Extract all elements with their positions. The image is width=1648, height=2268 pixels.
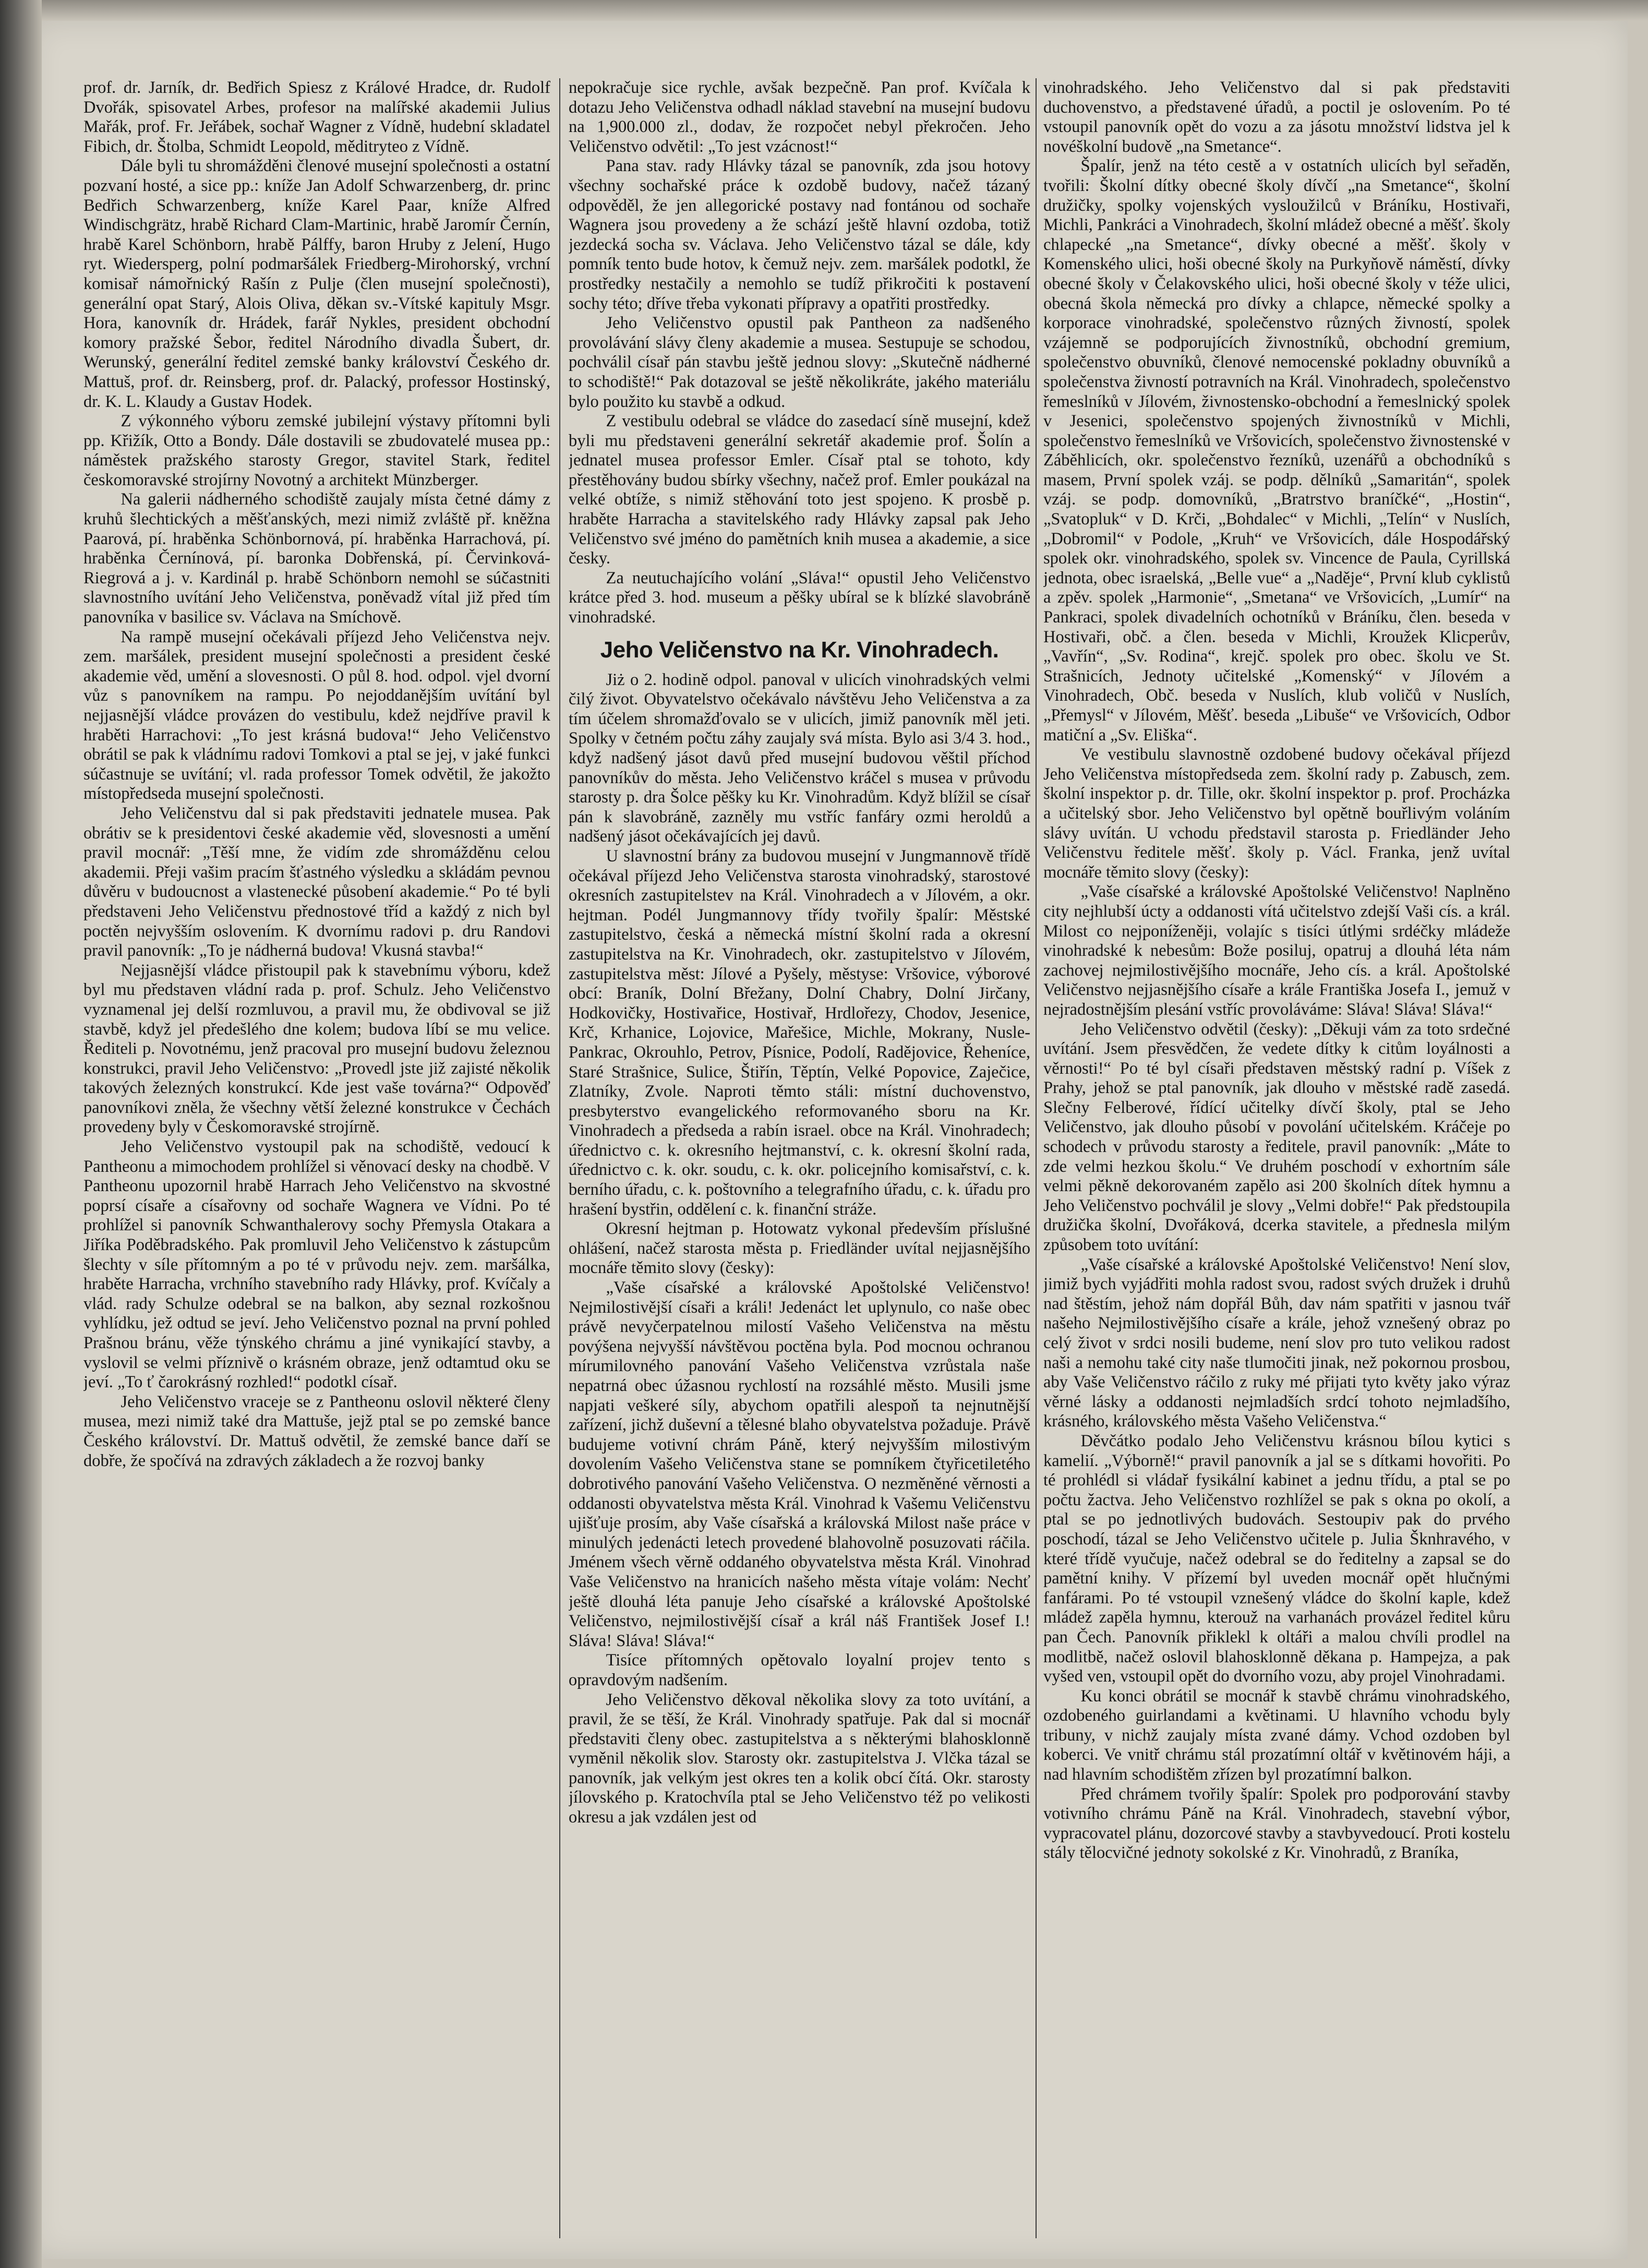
- paragraph: Jeho Veličenstvo vystoupil pak na schodiště, vedoucí k Pantheonu a mimochodem prohlížel si věnovací desky na chodbě. V Pantheonu upozornil hrabě Harrach Jeho Veličenstvo na skvostné poprsí císaře a císařovny od sochaře Wagnera ve Vídni. Po té prohlížel si panovník Schwanthalerovy sochy Přemysla Otakara a Jiříka Poděbradského. Pak promluvil Jeho Veličenstvo k zástupcům šlechty v síle přítomným a po té v průvodu nejv. zem. maršálka, hraběte Harracha, vrchního stavebního rady Hlávky, prof. Kvíčaly a vlád. rady Schulze odebral se na balkon, aby seznal rozkošnou vyhlídku, jež odtud se jeví. Jeho Veličenstvo poznal na první pohled Prašnou bránu, věže týnského chrámu a jiné vynikající stavby, a vyslovil se velmi příznivě o krásném obraze, jenž odtamtud oku se jeví. „To ť čarokrásný rozhled!“ podotkl císař.: [83, 1137, 550, 1392]
- paragraph: Před chrámem tvořily špalír: Spolek pro podporování stavby votivního chrámu Páně na Král. Vinohradech, stavební výbor, vypracovatel plánu, dozorcové stavby a stavbyvedoucí. Proti kostelu stály tělocvičné jednoty sokolské z Kr. Vinohradů, z Braníka,: [1043, 1784, 1510, 1863]
- text-column-3: [1043, 78, 1510, 2238]
- paragraph: Jeho Veličenstvo odvětil (česky): „Děkuji vám za toto srdečné uvítání. Jsem přesvědčen, že vedete dítky k citům loyálnosti a věrnosti!“ Po té byl císaři představen městský radní p. Víšek z Prahy, jehož se ptal panovník, jak dlouho v městské radě zasedá. Slečny Felberové, řídící učitelky dívčí školy, ptal se Jeho Veličenstvo, jak dlouho působí v povolání učitelském. Kráčeje po schodech v průvodu starosty a ředitele, pravil panovník: „Máte to zde velmi hezkou školu.“ Ve druhém poschodí v exhortním sále velmi pěkně dekorovaném zapělo asi 200 školních dítek hymnu a Jeho Veličenstvo pochválil je slovy „Velmi dobře!“ Pak předstoupila družička školní, Dvořáková, dcerka stavitele, a přednesla milým způsobem toto uvítání:: [1043, 1019, 1510, 1255]
- paragraph: „Vaše císařské a královské Apoštolské Veličenstvo! Nejmilostivější císaři a králi! Jedenáct let uplynulo, co naše obec právě nevyčerpatelnou milostí Vašeho Veličenstva na městu povýšena nejvyšší návštěvou poctěna byla. Pod mocnou ochranou mírumilovného panování Vašeho Veličenstva vzrůstala naše nepatrná obec úžasnou rychlostí na rozsáhlé město. Musili jsme napjati veškeré síly, abychom opatřili alespoň ta nejnutnější zařízení, jichž duševní a tělesné blaho obyvatelstva požaduje. Právě budujeme votivní chrám Páně, který nejvyšším milostivým dovolením Vašeho Veličenstva stane se pomníkem čtyřicetiletého dobrotivého panování Vašeho Veličenstva. O nezměněné věrnosti a oddanosti obyvatelstva města Král. Vinohrad k Vašemu Veličenstvu ujišťuje prosím, aby Vaše císařská a královská Milost naše práce v minulých jedenácti letech provedené blahovolně posuzovati ráčila. Jménem všech věrně oddaného obyvatelstva města Král. Vinohrad Vaše Veličenstvo na hranicích našeho města vítaje volám: Nechť ještě dlouhá léta panuje Jeho císařské a královské Apoštolské Veličenstvo, nejmilostivější císař a král náš František Josef I.! Sláva! Sláva! Sláva!“: [569, 1278, 1030, 1650]
- paragraph: „Vaše císařské a královské Apoštolské Veličenstvo! Není slov, jimiž bych vyjádřiti mohla radost svou, radost svých družek i druhů nad štěstím, jehož nám dopřál Bůh, dav nám spatřiti v jasnou tvář našeho Nejmilostivějšího císaře a krále, jehož vznešený obraz po celý život v srdci nosili budeme, není slov pro tuto velikou radost naši a nemohu také city naše tlumočiti jinak, než pokornou prosbou, aby Vaše Veličenstvo ráčilo z ruky mé přijati tyto květy jako výraz věrné lásky a oddanosti nejmladších srdcí tohoto nejmladšího, krásného, královského města Vašeho Veličenstva.“: [1043, 1255, 1510, 1431]
- column-divider: [559, 78, 560, 2238]
- text-column-1: [83, 78, 550, 2238]
- paragraph: Jeho Veličenstvu dal si pak představiti jednatele musea. Pak obrátiv se k presidentovi české akademie věd, slovesnosti a umění pravil mocnář: „Těší mne, že vidím zde shromážděnu celou akademii. Přeji vašim pracím šťastného výsledku a skládám pevnou důvěru v budoucnost a vlastenecké působení akademie.“ Po té byli představeni Jeho Veličenstvu přednostové tříd a každý z nich byl poctěn nejvyšším oslovením. K dvornímu radovi p. dru Randovi pravil panovník: „To je nádherná budova! Vkusná stavba!“: [83, 803, 550, 961]
- paragraph: Z výkonného výboru zemské jubilejní výstavy přítomni byli pp. Křižík, Otto a Bondy. Dále dostavili se zbudovatelé musea pp.: náměstek pražského starosty Gregor, stavitel Stark, ředitel českomoravské strojírny Novotný a architekt Münzberger.: [83, 412, 550, 489]
- column-divider: [1036, 78, 1037, 2238]
- paragraph: Dále byli tu shromážděni členové musejní společnosti a ostatní pozvaní hosté, a sice pp.: kníže Jan Adolf Schwarzenberg, dr. princ Bedřich Schwarzenberg, kníže Karel Paar, kníže Alfred Windischgrätz, hrabě Richard Clam-Martinic, hrabě Jaromír Černín, hrabě Karel Schönborn, hrabě Pálffy, baron Hruby z Jelení, Hugo ryt. Wiedersperg, polní podmaršálek Friedberg-Mirohorský, vrchní komisař námořnický Rašín z Pulje (člen musejní společnosti), generální opat Starý, Alois Oliva, děkan sv.-Vítské kapituly Msgr. Hora, kanovník dr. Hrádek, farář Nykles, president obchodní komory pražské Šebor, ředitel Národního divadla Šubert, dr. Werunský, generální ředitel zemské banky království Českého dr. Mattuš, prof. dr. Reinsberg, prof. dr. Palacký, professor Hostinský, dr. K. L. Klaudy a Gustav Hodek.: [83, 157, 550, 411]
- scan-binding-edge: [0, 0, 42, 2268]
- paragraph: Děvčátko podalo Jeho Veličenstvu krásnou bílou kytici s kamelií. „Výborně!“ pravil panovník a jal se s dítkami hovořiti. Po té prohlédl si vládař fysikální kabinet a jednu třídu, a ptal se po počtu žactva. Jeho Veličenstvo rozhlížel se pak s okna po okolí, a ptal se po jednotlivých budovách. Sestoupiv pak do prvého poschodí, tázal se Jeho Veličenstvo učitele p. Julia Šknhravého, v které třídě vyučuje, načež odebral se do ředitelny a zapsal se do pamětní knihy. V přízemí byl uveden mocnář opět hlučnými fanfárami. Po té vstoupil vznešený vládce do školní kaple, kdež mládež zapěla hymnu, kterouž na varhanách provázel ředitel kůru pan Čech. Panovník přiklekl k oltáři a malou chvíli prodlel na modlitbě, načež oslovil blahosklonně děkana p. Hampejza, a pak vyšed ven, vstoupil opět do dvorního vozu, aby projel Vinohradami.: [1043, 1431, 1510, 1686]
- paragraph: Z vestibulu odebral se vládce do zasedací síně musejní, kdež byli mu představeni generální sekretář akademie prof. Šolín a jednatel musea professor Emler. Císař ptal se tohoto, kdy přestěhovány budou sbírky všechny, načež prof. Emler poukázal na velké obtíže, s nimiž stěhování toto jest spojeno. K prosbě p. hraběte Harracha a stavitelského rady Hlávky zapsal pak Jeho Veličenstvo své jméno do pamětních knih musea a akademie, a sice česky.: [569, 412, 1030, 568]
- paragraph: Tisíce přítomných opětovalo loyalní projev tento s opravdovým nadšením.: [569, 1651, 1030, 1689]
- paragraph: Špalír, jenž na této cestě a v ostatních ulicích byl seřaděn, tvořili: Školní dítky obecné školy dívčí „na Smetance“, školní družičky, spolky vojenských vysloužilců v Bráníku, Hostivaři, Michli, Pankráci a Vinohradech, školní mládež obecné a měšť. školy chlapecké „na Smetance“, dívky obecné a měšť. školy v Komenského ulici, hoši obecné školy na Purkyňově náměstí, dívky obecné školy v Čelakovského ulici, hoši obecné školy v téže ulici, obecná škola německá pro dívky a chlapce, německé spolky a korporace vinohradské, společenstvo různých živností, spolek vzájemně se podporujících živnostníků, obchodní gremium, společenstvo obuvníků, členové nemocenské pokladny obuvníků a společenstva živností potravních na Král. Vinohradech, společenstvo řemeslníků v Jílovém, živnostensko-obchodní a řemeslnický spolek v Jesenici, společenstvo spojených živnostníků v Michli, společenstvo řemeslníků ve Vršovicích, společenstvo živnostenské v Záběhlicích, okr. společenstvo řezníků, uzenářů a obchodníků s masem, První spolek vzáj. se podp. dělníků „Samaritán“, spolek vzáj. se podp. domovníků, „Bratrstvo braníčké“, „Hostin“, „Svatopluk“ v D. Krči, „Bohdalec“ v Michli, „Telín“ v Nuslích, „Dobromil“ v Podole, „Kruh“ ve Vršovicích, dále Hospodářský spolek okr. vinohradského, spolek sv. Vincence de Paula, Cyrillská jednota, obec israelská, „Belle vue“ a „Naděje“, První klub cyklistů a zpěv. spolek „Harmonie“, „Smetana“ ve Vršovicích, „Lumír“ na Pankraci, spolek divadelních ochotníků v Bráníku, člen. beseda v Hostivaři, obč. a člen. beseda v Michli, Kroužek Klicperův, „Vavřín“, „Sv. Rodina“, krejč. spolek pro obec. školu ve St. Strašnicích, Jednoty učitelské „Komenský“ v Jílovém a Vinohradech, Obč. beseda v Nuslích, klub voličů v Nuslích, „Přemysl“ v Jílovém, Měšť. beseda „Libuše“ ve Vršovicích, Odbor matiční a „Sv. Eliška“.: [1043, 157, 1510, 745]
- paragraph: prof. dr. Jarník, dr. Bedřich Spiesz z Králové Hradce, dr. Rudolf Dvořák, spisovatel Arbes, profesor na malířské akademii Julius Mařák, prof. Fr. Jeřábek, sochař Wagner z Vídně, hudební skladatel Fibich, dr. Štolba, Schmidt Leopold, měditryteo z Vídně.: [83, 78, 550, 156]
- paragraph: Okresní hejtman p. Hotowatz vykonal především příslušné ohlášení, načež starosta města p. Friedländer uvítal nejjasnějšího mocnáře těmito slovy (česky):: [569, 1219, 1030, 1278]
- paragraph: Jeho Veličenstvo opustil pak Pantheon za nadšeného provolávání slávy členy akademie a musea. Sestupuje se schodou, pochválil císař pán stavbu ještě jednou slovy: „Skutečně nádherné to schodiště!“ Pak dotazoval se ještě několikráte, jakého materiálu bylo použito ku stavbě a odkud.: [569, 314, 1030, 411]
- text-column-2: [569, 78, 1030, 2238]
- paragraph: Jeho Veličenstvo děkoval několika slovy za toto uvítání, a pravil, že se těší, že Král. Vinohrady spatřuje. Pak dal si mocnář představiti členy obec. zastupitelstva a s některými blahosklonně vyměnil několik slov. Starosty okr. zastupitelstva J. Vlčka tázal se panovník, jak velkým jest okres ten a kolik obcí čítá. Okr. starosty jílovského p. Kratochvíla ptal se Jeho Veličenstvo též po velikosti okresu a jak vzdálen jest od: [569, 1690, 1030, 1827]
- paragraph: Nejjasnější vládce přistoupil pak k stavebnímu výboru, kdež byl mu představen vládní rada p. prof. Schulz. Jeho Veličenstvo vyznamenal jej delší rozmluvou, a pravil mu, že obdivoval se již stavbě, když jel předešlého dne kolem; budova líbí se mu velice. Řediteli p. Novotnému, jenž pracoval pro musejní budovu železnou konstrukci, pravil Jeho Veličenstvo: „Provedl jste již zajisté několik takových železných konstrukcí. Kde jest vaše továrna?“ Odpověď panovníkovi zněla, že všechny větší železné konstrukce v Čechách provedeny byly v Českomoravské strojírně.: [83, 961, 550, 1137]
- paragraph: nepokračuje sice rychle, avšak bezpečně. Pan prof. Kvíčala k dotazu Jeho Veličenstva odhadl náklad stavební na musejní budovu na 1,900.000 zl., dodav, že rozpočet nebyl překročen. Jeho Veličenstvo odvětil: „To jest vzácnost!“: [569, 78, 1030, 156]
- paragraph: Ve vestibulu slavnostně ozdobené budovy očekával příjezd Jeho Veličenstva místopředseda zem. školní rady p. Zabusch, zem. školní inspektor p. dr. Tille, okr. školní inspektor p. prof. Procházka a učitelský sbor. Jeho Veličenstvo byl opětně bouřlivým voláním slávy uvítán. U vchodu představil starosta p. Friedländer Jeho Veličenstvu ředitele měšť. školy p. Václ. Franka, jenž uvítal mocnáře těmito slovy (česky):: [1043, 745, 1510, 882]
- paragraph: vinohradského. Jeho Veličenstvo dal si pak představiti duchovenstvo, a představené úřadů, a poctil je oslovením. Po té vstoupil panovník opět do vozu a za jásotu množství lidstva jel k novéškolní budově „na Smetance“.: [1043, 78, 1510, 156]
- scan-top-edge: [0, 0, 1648, 21]
- paragraph: Pana stav. rady Hlávky tázal se panovník, zda jsou hotovy všechny sochařské práce k ozdobě budovy, načež tázaný odpověděl, že jen allegorické postavy nad fontánou od sochaře Wagnera jsou provedeny a že schází ještě hlavní ozdoba, totiž jezdecká socha sv. Václava. Jeho Veličenstvo tázal se dále, kdy pomník tento bude hotov, k čemuž nejv. zem. maršálek podotkl, že prostředky nestačily a nemohlo se tudíž přikročiti k postavení sochy této; dříve třeba vykonati přípravy a opatřiti prostředky.: [569, 157, 1030, 313]
- paragraph: Za neutuchajícího volání „Sláva!“ opustil Jeho Veličenstvo krátce před 3. hod. museum a pěšky ubíral se k blízké slavobráně vinohradské.: [569, 568, 1030, 627]
- paragraph: Ku konci obrátil se mocnář k stavbě chrámu vinohradského, ozdobeného guirlandami a květinami. U hlavního vchodu byly tribuny, v nichž zaujaly místa zvané dámy. Vchod ozdoben byl koberci. Ve vnitř chrámu stál prozatímní oltář v květinovém háji, a nad hlavním schodištěm zřízen byl prozatímní balkon.: [1043, 1686, 1510, 1784]
- section-heading: Jeho Veličenstvo na Kr. Vinohradech.: [600, 637, 999, 663]
- paragraph: Na galerii nádherného schodiště zaujaly místa četné dámy z kruhů šlechtických a měšťanských, mezi nimiž zvláště př. kněžna Paarová, pí. hraběnka Schönbornová, pí. hraběnka Harrachová, pí. hraběnka Černínová, pí. baronka Dobřenská, pí. Červinková-Riegrová a j. v. Kardinál p. hrabě Schönborn nemohl se súčastniti slavnostního uvítání Jeho Veličenstva, poněvadž vítal již před tím panovníka v basilice sv. Václava na Smíchově.: [83, 490, 550, 627]
- paragraph: U slavnostní brány za budovou musejní v Jungmannově třídě očekával příjezd Jeho Veličenstva starosta vinohradský, starostové okresních zastupitelstev na Král. Vinohradech a v Jílovém, a okr. hejtman. Podél Jungmannovy třídy tvořily špalír: Městské zastupitelstvo, česká a německá místní školní rada a okresní zastupitelstva na Kr. Vinohradech, okr. zastupitelstvo v Jílovém, zastupitelstva měst: Jílové a Pyšely, městyse: Vršovice, výborové obcí: Braník, Dolní Břežany, Dolní Chabry, Dolní Jirčany, Hodkovičky, Hostivařice, Hostivař, Hrdlořezy, Chodov, Jesenice, Krč, Krhanice, Lojovice, Mařešice, Michle, Mokrany, Nusle-Pankrac, Okrouhlo, Petrov, Písnice, Podolí, Radějovice, Řeheníce, Staré Strašnice, Sulice, Štiřín, Těptín, Velké Popovice, Zaječice, Zlatníky, Zvole. Naproti těmto stáli: místní duchovenstvo, presbyterstvo evangelického reformovaného sboru na Kr. Vinohradech a předseda a rabín israel. obce na Král. Vinohradech; úřednictvo c. k. okresního hejtmanství, c. k. okresní školní rada, úřednictvo c. k. okr. soudu, c. k. okr. policejního komisařství, c. k. berního úřadu, c. k. poštovního a telegrafního úřadu, c. k. úřadu pro hrašení bystřin, oddělení c. k. finanční stráže.: [569, 846, 1030, 1219]
- paragraph: „Vaše císařské a královské Apoštolské Veličenstvo! Naplněno city nejhlubší úcty a oddanosti vítá učitelstvo zdejší Vaši cís. a král. Milost co nejponíženěji, volajíc s tisíci útlými srdéčky mládeže vinohradské k nebesům: Bože posiluj, opatruj a dlouhá léta nám zachovej nejmilostivějšího mocnáře, Jeho cís. a král. Apoštolské Veličenstvo nejjasnějšího císaře a krále Františka Josefa I., jemuž v nejradostnějším plesání vstříc provoláváme: Sláva! Sláva! Sláva!“: [1043, 882, 1510, 1019]
- paragraph: Jiż o 2. hodině odpol. panoval v ulicích vinohradských velmi čilý život. Obyvatelstvo očekávalo návštěvu Jeho Veličenstva a za tím účelem shromažďovalo se v ulicích, jimiž panovník měl jeti. Spolky v četném počtu záhy zaujaly svá místa. Bylo asi 3/4 3. hod., když nadšený jásot davů před musejní budovou věštil příchod panovníkův do města. Jeho Veličenstvo kráčel s musea v průvodu starosty p. dra Šolce pěšky ku Kr. Vinohradům. Když blížil se císař pán k slavobráně, zazněly mu vstříc fanfáry ozmi heroldů a nadšený jásot očekávajících jej davů.: [569, 670, 1030, 846]
- paragraph: Jeho Veličenstvo vraceje se z Pantheonu oslovil některé členy musea, mezi nimiž také dra Mattuše, jejž ptal se po zemské bance Českého království. Dr. Mattuš odvětil, že zemské bance daří se dobře, že spočívá na zdravých základech a že rozvoj banky: [83, 1392, 550, 1470]
- paragraph: Na rampě musejní očekávali příjezd Jeho Veličenstva nejv. zem. maršálek, president musejní společnosti a president české akademie věd, umění a slovesnosti. O půl 8. hod. odpol. vjel dvorní vůz s panovníkem na rampu. Po nejoddanějším uvítání byl nejjasnější vládce provázen do vestibulu, kdež nejdříve pravil k hraběti Harrachovi: „To jest krásná budova!“ Jeho Veličenstvo obrátil se pak k vládnímu radovi Tomkovi a ptal se jej, v jaké funkci súčastnuje se uvítání; vl. rada professor Tomek odvětil, že jakožto místopředseda musejní společnosti.: [83, 627, 550, 803]
